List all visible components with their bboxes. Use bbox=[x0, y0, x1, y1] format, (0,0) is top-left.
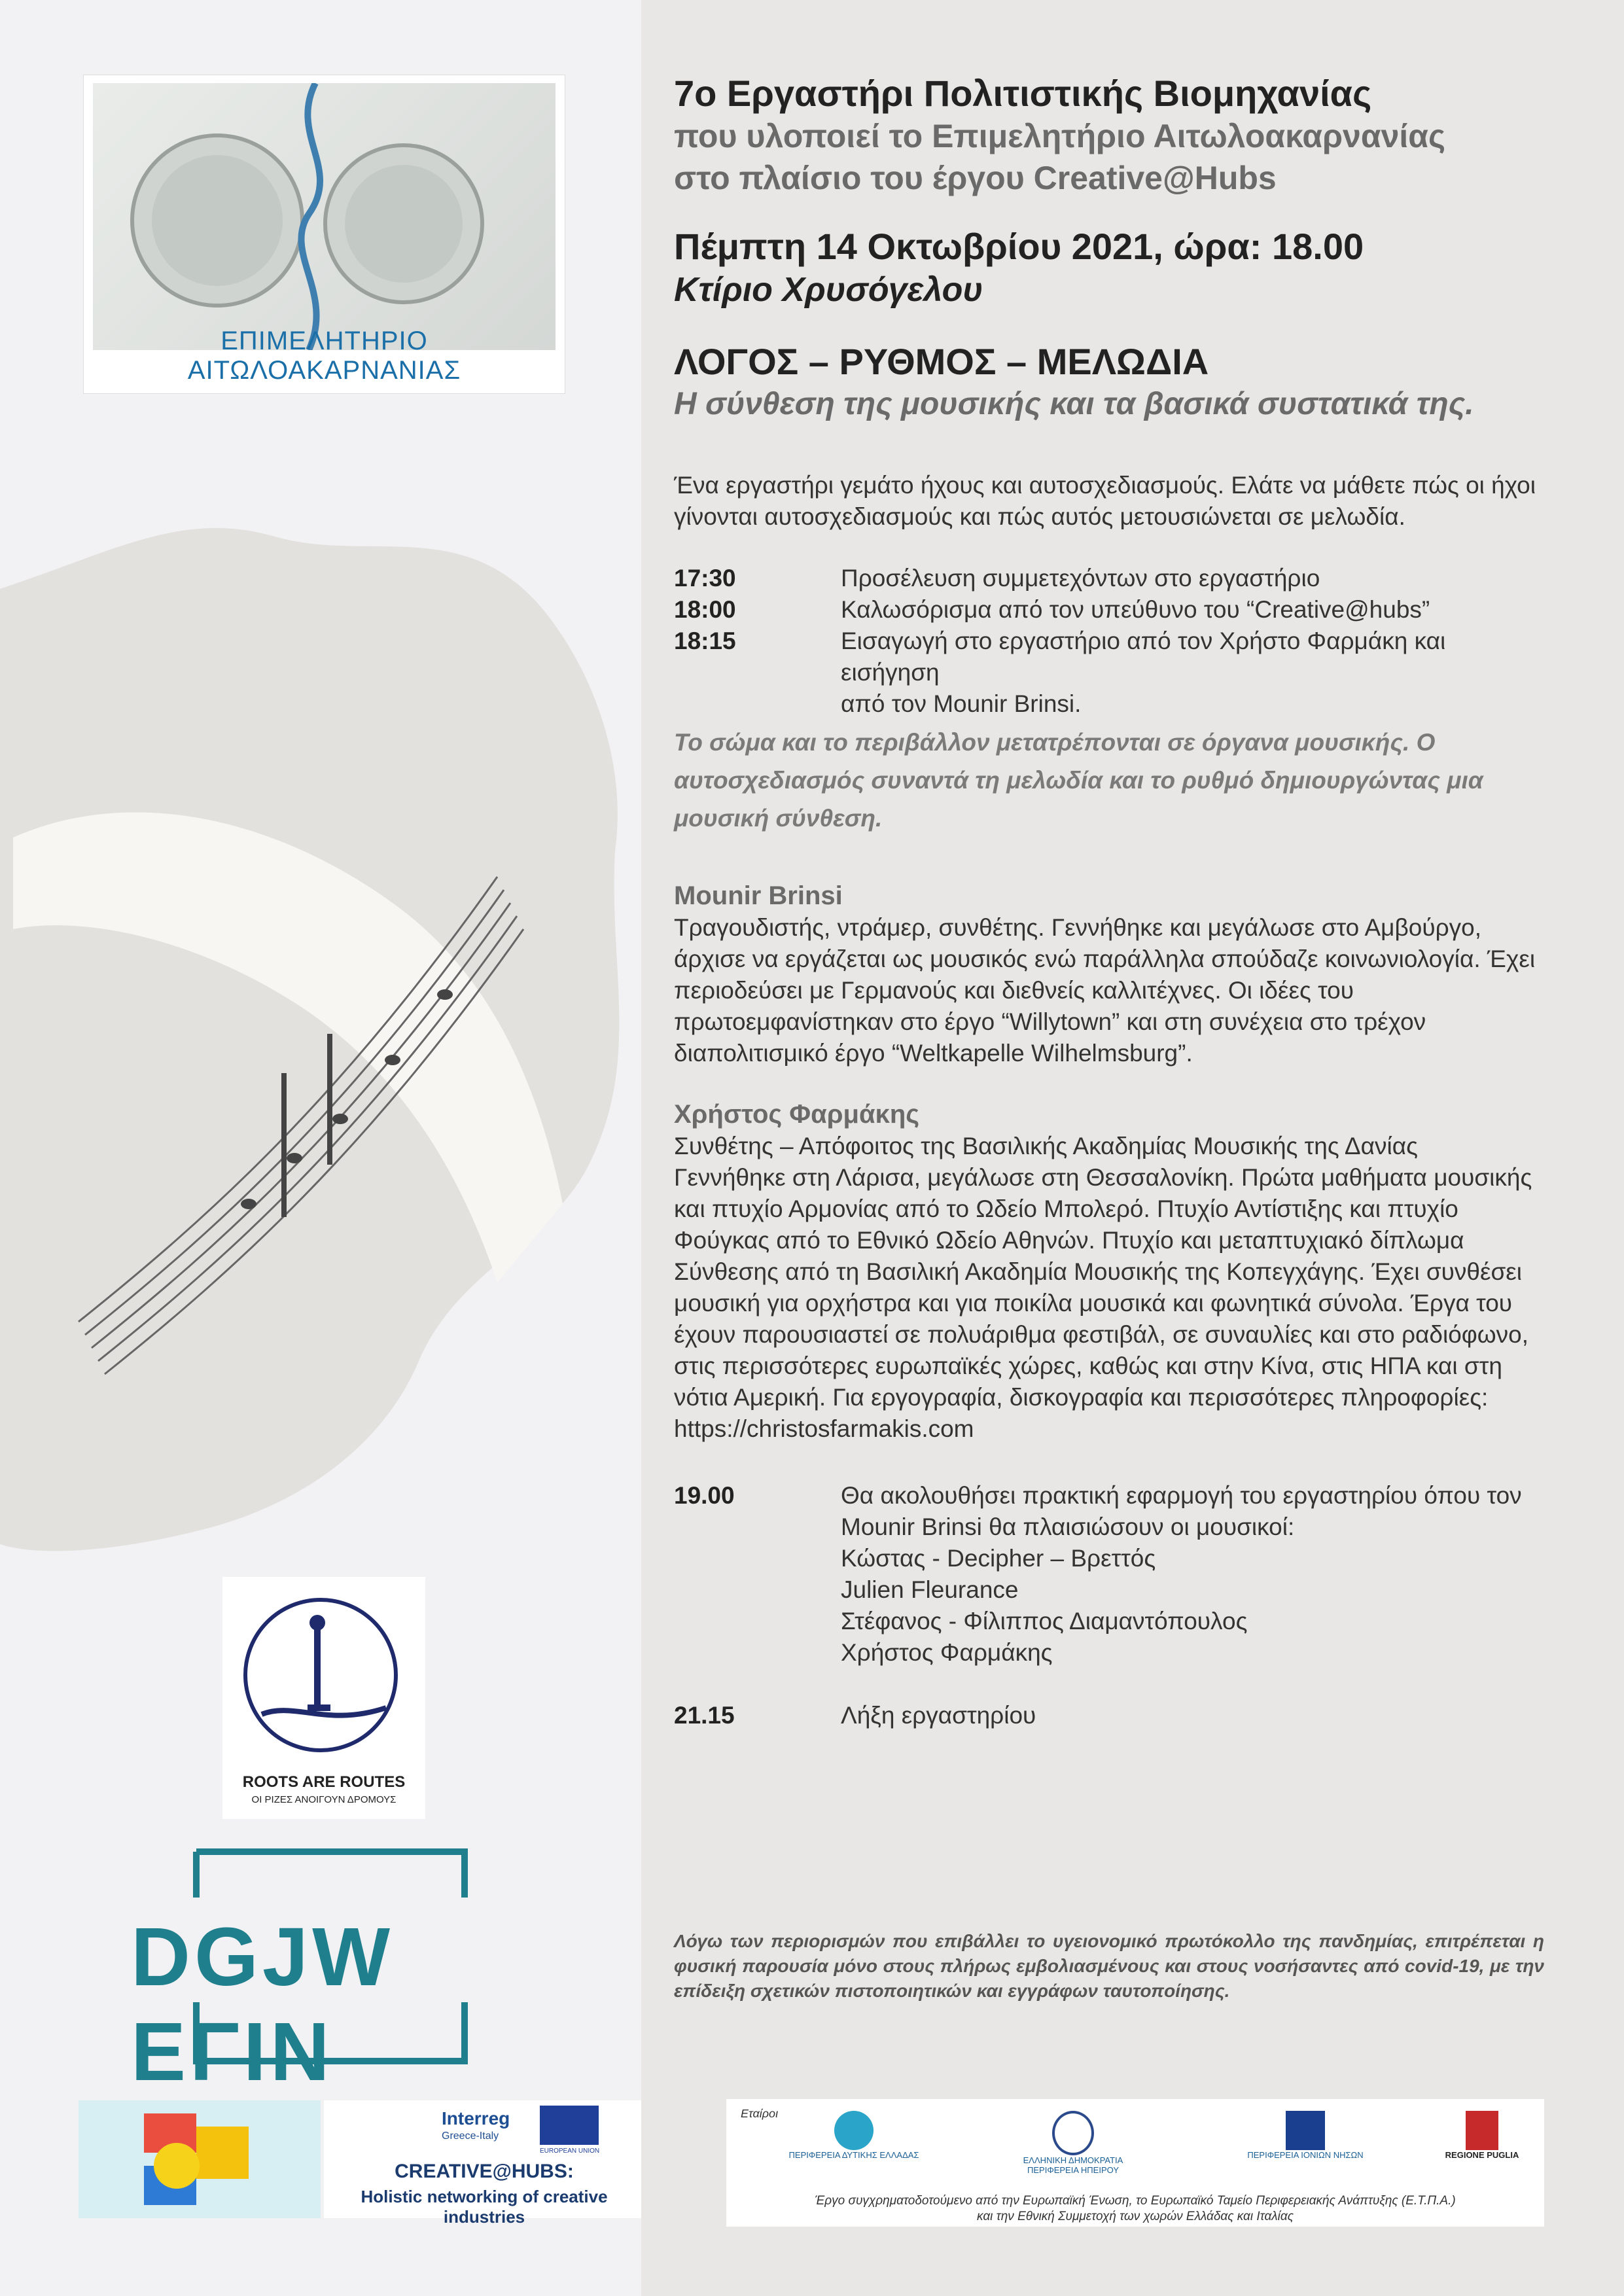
main-content bbox=[674, 72, 1544, 1731]
event-title: 7ο Εργαστήρι Πολιτιστικής Βιομηχανίας bbox=[674, 73, 1372, 114]
bio-line: Σύνθεσης από τη Βασιλική Ακαδημία Μουσικής της Κοπεγχάγης. Έχει συνθέσει bbox=[674, 1258, 1523, 1285]
schedule-text: Καλωσόρισμα από τον υπεύθυνο του “Creative@hubs” bbox=[841, 596, 1430, 623]
coin-seal-image bbox=[93, 83, 556, 350]
schedule-text: από τον Mounir Brinsi. bbox=[841, 690, 1082, 717]
dgjw-text: DGJW ΕΓΙΝ bbox=[131, 1911, 394, 2098]
roots-circle-icon bbox=[222, 1577, 425, 1773]
topic-subtitle: Η σύνθεση της μουσικής και τα βασικά συστατικά της. bbox=[674, 387, 1474, 421]
funding-note: Έργο συγχρηματοδοτούμενο από την Ευρωπαϊκή Ένωση, το Ευρωπαϊκό Ταμείο Περιφερειακής Ανάπτυξης (Ε.Τ.Π.Α.) και την Εθνική Συμμετοχή των χωρών Ελλάδας και Ιταλίας bbox=[815, 2194, 1456, 2223]
bio-line: Φούγκας από το Εθνικό Ωδείο Αθηνών. Πτυχίο και μεταπτυχιακό δίπλωμα bbox=[674, 1227, 1464, 1254]
bio-line: διαπολιτισμικό έργο “Weltkapelle Wilhelmsburg”. bbox=[674, 1040, 1193, 1067]
dgjw-logo bbox=[124, 1839, 543, 2098]
bio-name: Χρήστος Φαρμάκης bbox=[674, 1100, 920, 1129]
roots-are-routes-logo bbox=[222, 1577, 425, 1819]
italic-line: αυτοσχεδιασμός συναντά τη μελωδία και το ρυθμό δημιουργώντας μια bbox=[674, 767, 1483, 794]
schedule-time: 18:15 bbox=[674, 627, 736, 654]
interreg-subtitle: Greece-Italy bbox=[442, 2130, 499, 2142]
schedule-text: Προσέλευση συμμετεχόντων στο εργαστήριο bbox=[841, 565, 1320, 592]
schedule-row bbox=[674, 1480, 1544, 1669]
schedule-row bbox=[674, 1700, 1544, 1731]
event-date: Πέμπτη 14 Οκτωβρίου 2021, ώρα: 18.00 bbox=[674, 226, 1364, 267]
schedule bbox=[674, 563, 1544, 720]
chamber-logo bbox=[84, 75, 565, 393]
creative-hubs-illustration bbox=[79, 2100, 321, 2218]
bio-text bbox=[674, 1131, 1544, 1445]
schedule-text: Θα ακολουθήσει πρακτική εφαρμογή του εργαστηρίου όπου τον bbox=[841, 1482, 1522, 1509]
roots-title: ROOTS ARE ROUTES bbox=[242, 1773, 406, 1791]
epirus-logo: ΕΛΛΗΝΙΚΗ ΔΗΜΟΚΡΑΤΙΑ ΠΕΡΙΦΕΡΕΙΑ ΗΠΕΙΡΟΥ bbox=[1001, 2111, 1145, 2176]
creative-hubs-subtitle: Holistic networking of creative industries bbox=[361, 2187, 608, 2227]
bio-line: και πτυχίο Αρμονίας από το Ωδείο Μπολερό. Πτυχίο Αντίστιξης και πτυχίο bbox=[674, 1195, 1458, 1222]
bio-line: πρωτοεμφανίστηκαν στο έργο “Willytown” και στη συνέχεια στο τρέχον bbox=[674, 1008, 1426, 1035]
left-panel bbox=[0, 0, 641, 2296]
schedule-row bbox=[674, 594, 1544, 626]
interreg-logo bbox=[324, 2100, 641, 2227]
schedule-row bbox=[674, 626, 1544, 720]
italic-line: Το σώμα και το περιβάλλον μετατρέπονται σε όργανα μουσικής. Ο bbox=[674, 729, 1436, 756]
musician-name: Χρήστος Φαρμάκης bbox=[841, 1639, 1053, 1666]
schedule-row bbox=[674, 563, 1544, 594]
event-subtitle-1: που υλοποιεί το Επιμελητήριο Αιτωλοακαρνανίας bbox=[674, 118, 1446, 154]
musician-name: Julien Fleurance bbox=[841, 1576, 1019, 1603]
schedule-time: 17:30 bbox=[674, 565, 736, 592]
website-link[interactable]: https://christosfarmakis.com bbox=[674, 1415, 974, 1442]
bio-line: νότια Αμερική. Για εργογραφία, δισκογραφία και περισσότερες πληροφορίες: bbox=[674, 1384, 1489, 1411]
ionian-islands-logo: ΠΕΡΙΦΕΡΕΙΑ ΙΟΝΙΩΝ ΝΗΣΩΝ bbox=[1243, 2111, 1368, 2176]
eu-flag-icon bbox=[540, 2106, 599, 2145]
schedule-time: 19.00 bbox=[674, 1482, 735, 1509]
bio-line: περιοδεύσει με Γερμανούς και διεθνείς καλλιτέχνες. Οι ιδέες του bbox=[674, 977, 1354, 1004]
italic-line: μουσική σύνθεση. bbox=[674, 805, 883, 832]
music-sheet-illustration bbox=[0, 510, 641, 1597]
musician-name: Κώστας - Decipher – Βρεττός bbox=[841, 1545, 1156, 1572]
musician-name: Στέφανος - Φίλιππος Διαμαντόπουλος bbox=[841, 1608, 1248, 1634]
puglia-logo: REGIONE PUGLIA bbox=[1439, 2111, 1525, 2176]
schedule-text: Εισαγωγή στο εργαστήριο από τον Χρήστο Φαρμάκη και εισήγηση bbox=[841, 627, 1446, 686]
topic-title: ΛΟΓΟΣ – ΡΥΘΜΟΣ – ΜΕΛΩΔΙΑ bbox=[674, 341, 1209, 382]
bio-line: Τραγουδιστής, ντράμερ, συνθέτης. Γεννήθηκε και μεγάλωσε στο Αμβούργο, bbox=[674, 914, 1481, 941]
bio-line: Γεννήθηκε στη Λάρισα, μεγάλωσε στη Θεσσαλονίκη. Πρώτα μαθήματα μουσικής bbox=[674, 1164, 1532, 1191]
partners-bar bbox=[726, 2099, 1544, 2227]
bio-text bbox=[674, 912, 1544, 1069]
bio-line: μουσική για ορχήστρα και για ποικίλα μουσικά και φωνητικά σύνολα. Έργα του bbox=[674, 1290, 1513, 1316]
schedule-time: 21.15 bbox=[674, 1702, 735, 1729]
schedule-time: 18:00 bbox=[674, 596, 736, 623]
schedule-text: Mounir Brinsi θα πλαισιώσουν οι μουσικοί: bbox=[841, 1513, 1295, 1540]
eu-label: EUROPEAN UNION bbox=[540, 2147, 600, 2155]
bio-line: άρχισε να εργάζεται ως μουσικός ενώ παράλληλα σπούδαζε κοινωνιολογία. Έχει bbox=[674, 945, 1536, 972]
intro-line: γίνονται αυτοσχεδιασμούς και πώς αυτός μετουσιώνεται σε μελωδία. bbox=[674, 503, 1405, 530]
event-subtitle-2: στο πλαίσιο του έργου Creative@Hubs bbox=[674, 160, 1277, 196]
interreg-title: Interreg bbox=[442, 2108, 510, 2128]
chamber-name: ΕΠΙΜΕΛΗΤΗΡΙΟ ΑΙΤΩΛΟΑΚΑΡΝΑΝΙΑΣ bbox=[187, 327, 461, 385]
event-venue: Κτίριο Χρυσόγελου bbox=[674, 271, 983, 309]
creative-hubs-title: CREATIVE@HUBS: bbox=[395, 2161, 574, 2182]
bio-line: Συνθέτης – Απόφοιτος της Βασιλικής Ακαδημίας Μουσικής της Δανίας bbox=[674, 1133, 1418, 1159]
italic-description bbox=[674, 724, 1544, 838]
bio-name: Mounir Brinsi bbox=[674, 881, 843, 910]
western-greece-logo: ΠΕΡΙΦΕΡΕΙΑ ΔΥΤΙΚΗΣ ΕΛΛΑΔΑΣ bbox=[788, 2111, 919, 2176]
bio-line: έχουν παρουσιαστεί σε πολυάριθμα φεστιβάλ, σε συναυλίες και στο ραδιόφωνο, bbox=[674, 1321, 1529, 1348]
schedule-text: Λήξη εργαστηρίου bbox=[841, 1702, 1036, 1729]
covid-note: Λόγω των περιορισμών που επιβάλλει το υγειονομικό πρωτόκολλο της πανδημίας, επιτρέπεται η φυσική παρουσία μόνο στους πλήρως εμβολιασμένους και στους νοσήσαντες από covid-19, με την επίδειξη σχετικών πιστοποιητικών και εγγράφων ταυτοποίησης. bbox=[674, 1931, 1544, 2001]
partners-label: Εταίροι bbox=[741, 2107, 779, 2120]
intro-paragraph bbox=[674, 470, 1544, 533]
roots-subtitle: ΟΙ ΡΙΖΕΣ ΑΝΟΙΓΟΥΝ ΔΡΟΜΟΥΣ bbox=[251, 1794, 397, 1805]
intro-line: Ένα εργαστήρι γεμάτο ήχους και αυτοσχεδιασμούς. Ελάτε να μάθετε πώς οι ήχοι bbox=[674, 472, 1536, 499]
bio-line: στις περισσότερες ευρωπαϊκές χώρες, καθώς και στην Κίνα, στις ΗΠΑ και στη bbox=[674, 1352, 1502, 1379]
